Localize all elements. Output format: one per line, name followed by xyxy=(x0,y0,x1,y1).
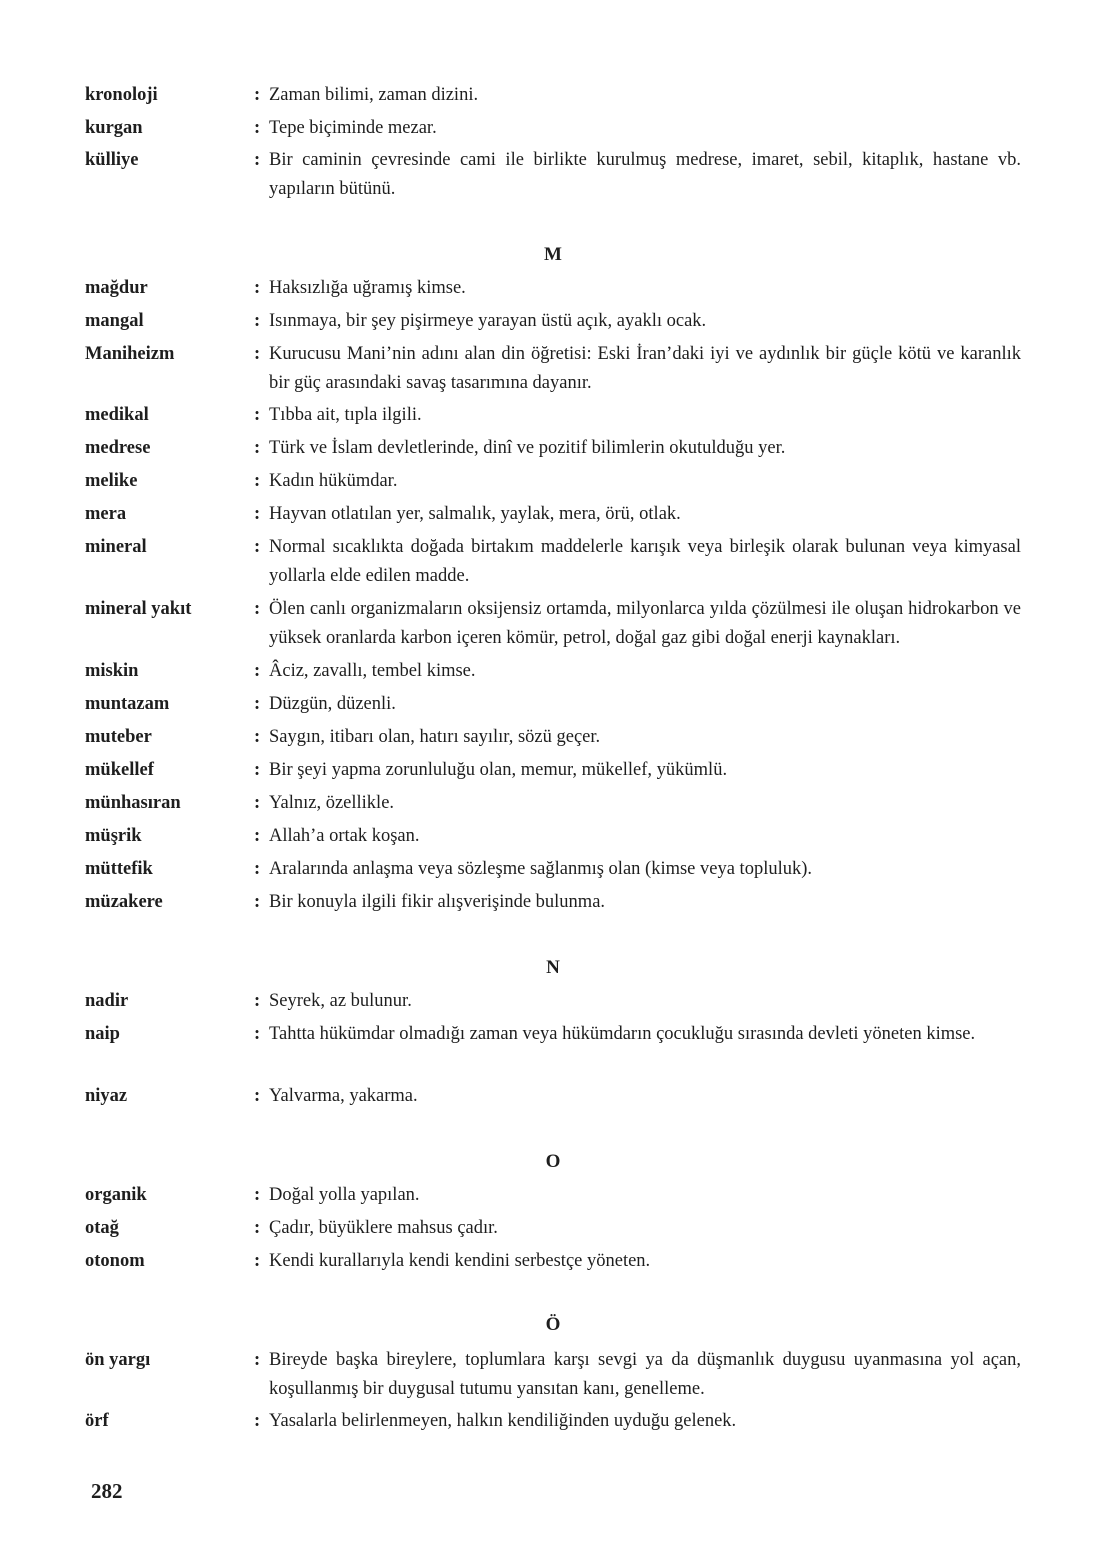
entry-term: mineral xyxy=(85,537,147,557)
entry-term: müşrik xyxy=(85,826,142,846)
entry-definition: Yasalarla belirlenmeyen, halkın kendiliğinden uyduğu gelenek. xyxy=(269,1411,737,1431)
entry-colon: : xyxy=(254,727,261,747)
entry-term: muteber xyxy=(85,727,152,747)
entry-colon: : xyxy=(254,1411,261,1431)
entry-colon: : xyxy=(254,892,261,912)
entry-colon: : xyxy=(254,278,261,298)
entry-definition: Yalvarma, yakarma. xyxy=(269,1086,418,1106)
entry-colon: : xyxy=(254,1350,261,1370)
entry-colon: : xyxy=(254,859,261,879)
entry-definition: Aralarında anlaşma veya sözleşme sağlanmış olan (kimse veya topluluk). xyxy=(269,859,813,879)
entry-colon: : xyxy=(254,1251,261,1271)
entry-definition: Bir şeyi yapma zorunluluğu olan, memur, mükellef, yükümlü. xyxy=(269,760,728,780)
entry-definition: Ölen canlı organizmaların oksijensiz ortamda, milyonlarca yılda çözülmesi ile oluşan hidrokarbon ve yüksek oranlarda karbon içeren kömür, petrol, doğal gaz gibi doğal enerji kaynakları. xyxy=(269,599,1021,648)
entry-colon: : xyxy=(254,405,261,425)
entry-term: mağdur xyxy=(85,278,148,298)
entry-definition: Tahtta hükümdar olmadığı zaman veya hükümdarın çocukluğu sırasında devleti yöneten kimse. xyxy=(269,1024,976,1044)
entry-colon: : xyxy=(254,438,261,458)
entry-term: organik xyxy=(85,1185,147,1205)
entry-definition: Kurucusu Mani’nin adını alan din öğretisi: Eski İran’daki iyi ve aydınlık bir güçle kötü ve karanlık bir güç arasındaki savaş tasarımına dayanır. xyxy=(269,344,1021,393)
entry-definition: Isınmaya, bir şey pişirmeye yarayan üstü açık, ayaklı ocak. xyxy=(269,311,707,331)
entry-definition: Bir konuyla ilgili fikir alışverişinde bulunma. xyxy=(269,892,606,912)
entry-term: müttefik xyxy=(85,859,153,879)
entry-colon: : xyxy=(254,471,261,491)
entry-term: nadir xyxy=(85,991,129,1011)
entry-definition: Kendi kurallarıyla kendi kendini serbestçe yöneten. xyxy=(269,1251,651,1271)
entry-term: muntazam xyxy=(85,694,170,714)
entry-definition: Türk ve İslam devletlerinde, dinî ve pozitif bilimlerin okutulduğu yer. xyxy=(269,438,786,458)
entry-colon: : xyxy=(254,311,261,331)
entry-colon: : xyxy=(254,793,261,813)
entry-term: kurgan xyxy=(85,118,143,138)
entry-definition: Allah’a ortak koşan. xyxy=(269,826,420,846)
entry-colon: : xyxy=(254,344,261,364)
entry-definition: Hayvan otlatılan yer, salmalık, yaylak, mera, örü, otlak. xyxy=(269,504,681,524)
entry-colon: : xyxy=(254,85,261,105)
entry-definition: Saygın, itibarı olan, hatırı sayılır, sözü geçer. xyxy=(269,727,601,747)
entry-term: miskin xyxy=(85,661,139,681)
entry-term: medikal xyxy=(85,405,149,425)
entry-colon: : xyxy=(254,1185,261,1205)
entry-term: otonom xyxy=(85,1251,145,1271)
entry-term: niyaz xyxy=(85,1086,128,1106)
entry-term: naip xyxy=(85,1024,120,1044)
entry-term: mangal xyxy=(85,311,144,331)
entry-definition: Çadır, büyüklere mahsus çadır. xyxy=(269,1218,498,1238)
entry-colon: : xyxy=(254,537,261,557)
entry-definition: Kadın hükümdar. xyxy=(269,471,398,491)
entry-colon: : xyxy=(254,991,261,1011)
entry-colon: : xyxy=(254,826,261,846)
entry-colon: : xyxy=(254,1218,261,1238)
entry-term: müzakere xyxy=(85,892,163,912)
entry-definition: Normal sıcaklıkta doğada birtakım maddelerle karışık veya birleşik olarak bulunan veya kimyasal yollarla elde edilen madde. xyxy=(269,537,1021,586)
entry-definition: Tıbba ait, tıpla ilgili. xyxy=(269,405,422,425)
entry-colon: : xyxy=(254,599,261,619)
entry-term: kronoloji xyxy=(85,85,158,105)
entry-term: Maniheizm xyxy=(85,344,175,364)
entry-term: mineral yakıt xyxy=(85,599,192,619)
entry-colon: : xyxy=(254,504,261,524)
entry-colon: : xyxy=(254,1024,261,1044)
entry-definition: Bireyde başka bireylere, toplumlara karşı sevgi ya da düşmanlık duygusu uyanmasına yol açan, koşullanmış bir duygusal tutumu yansıtan kanı, genelleme. xyxy=(269,1350,1021,1399)
entry-definition: Tepe biçiminde mezar. xyxy=(269,118,437,138)
entry-colon: : xyxy=(254,150,261,170)
entry-term: mera xyxy=(85,504,127,524)
section-letter-heading: N xyxy=(546,957,560,978)
entry-term: münhasıran xyxy=(85,793,181,813)
entry-term: mükellef xyxy=(85,760,154,780)
entry-term: medrese xyxy=(85,438,151,458)
entry-definition: Bir caminin çevresinde cami ile birlikte kurulmuş medrese, imaret, sebil, kitaplık, hastane vb. yapıların bütünü. xyxy=(269,150,1021,199)
entry-definition: Yalnız, özellikle. xyxy=(269,793,395,813)
section-letter-heading: O xyxy=(545,1151,561,1172)
entry-colon: : xyxy=(254,760,261,780)
entry-definition: Doğal yolla yapılan. xyxy=(269,1185,420,1205)
entry-definition: Âciz, zavallı, tembel kimse. xyxy=(269,661,476,681)
entry-term: ön yargı xyxy=(85,1350,151,1370)
entry-colon: : xyxy=(254,118,261,138)
entry-term: melike xyxy=(85,471,138,491)
entry-definition: Seyrek, az bulunur. xyxy=(269,991,412,1011)
page-number: 282 xyxy=(91,1479,123,1503)
entry-term: örf xyxy=(85,1411,109,1431)
entry-term: otağ xyxy=(85,1218,119,1238)
entry-colon: : xyxy=(254,694,261,714)
entry-colon: : xyxy=(254,1086,261,1106)
entry-colon: : xyxy=(254,661,261,681)
section-letter-heading: Ö xyxy=(545,1314,561,1335)
section-letter-heading: M xyxy=(544,244,562,265)
entry-definition: Zaman bilimi, zaman dizini. xyxy=(269,85,479,105)
entry-term: külliye xyxy=(85,150,139,170)
entry-definition: Haksızlığa uğramış kimse. xyxy=(269,278,466,298)
entry-definition: Düzgün, düzenli. xyxy=(269,694,396,714)
